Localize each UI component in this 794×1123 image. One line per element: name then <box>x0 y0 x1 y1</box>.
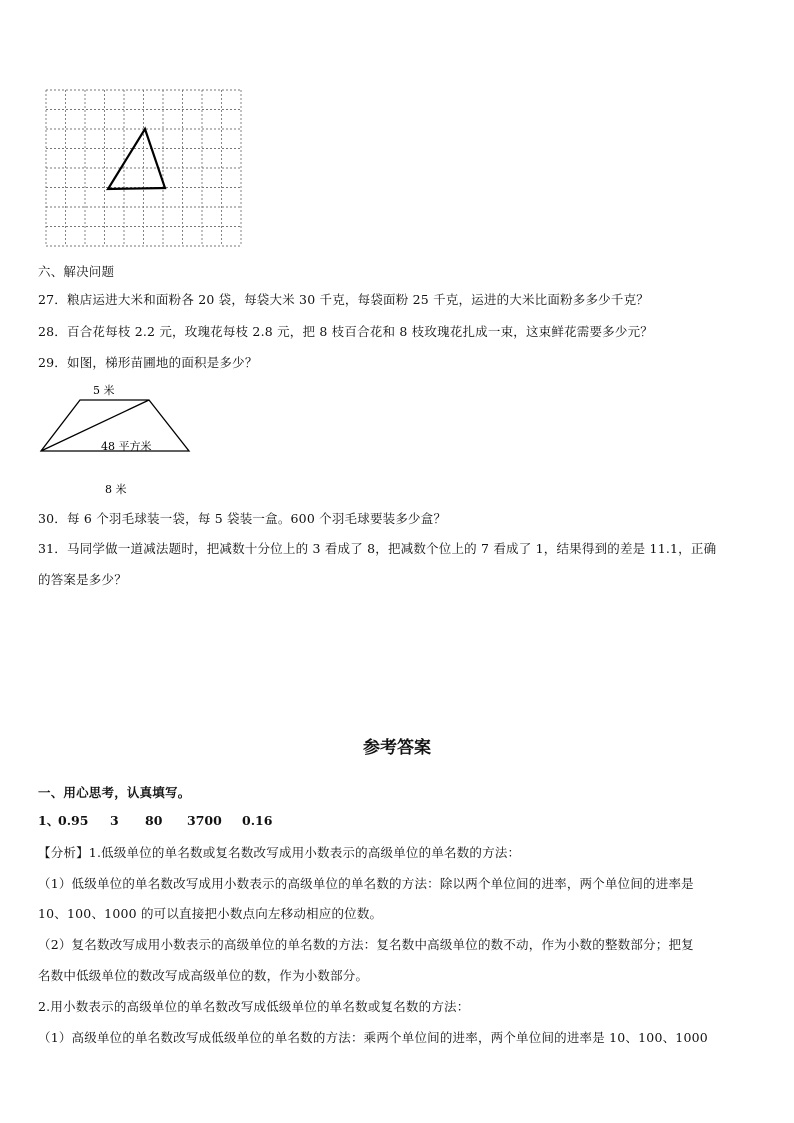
problem-31 <box>38 541 716 557</box>
problem-29 <box>38 355 258 371</box>
answer-value: 3700 <box>187 813 222 828</box>
problem-number: 27． <box>38 292 68 307</box>
answer-value: 0.95 <box>58 813 89 828</box>
answer-number: 1、 <box>38 813 60 828</box>
trapezoid-figure <box>36 378 196 500</box>
problem-28 <box>38 324 653 340</box>
answer-value: 80 <box>145 813 163 828</box>
problem-text: 百合花每枝 2.2 元，玫瑰花每枝 2.8 元，把 8 枝百合花和 8 枝玫瑰花扎成一束，这束鲜花需要多少元？ <box>67 324 653 339</box>
analysis-line: 10、100、1000 的可以直接把小数点向左移动相应的位数。 <box>38 906 383 921</box>
problem-27 <box>38 292 649 308</box>
answers-title: 参考答案 <box>363 738 431 758</box>
dotted-grid <box>46 90 241 246</box>
problem-number: 29． <box>38 355 68 370</box>
problem-text: 每 6 个羽毛球装一袋，每 5 袋装一盒。600 个羽毛球要装多少盒？ <box>67 511 447 526</box>
problem-text: 如图，梯形苗圃地的面积是多少？ <box>67 355 258 370</box>
trapezoid-area-label: 48 平方米 <box>101 440 152 453</box>
trapezoid-top-label: 5 米 <box>93 384 115 397</box>
problem-number: 30． <box>38 511 68 526</box>
problem-text-line1: 马同学做一道减法题时，把减数十分位上的 3 看成了 8，把减数个位上的 7 看成了 1，结果得到的差是 11.1，正确 <box>67 541 717 556</box>
trapezoid-bottom-label: 8 米 <box>105 483 127 496</box>
problem-text: 粮店运进大米和面粉各 20 袋，每袋大米 30 千克，每袋面粉 25 千克，运进的大米比面粉多多少千克？ <box>67 292 649 307</box>
problem-number: 28． <box>38 324 68 339</box>
analysis-line: （1）低级单位的单名数改写成用小数表示的高级单位的单名数的方法：除以两个单位间的进率，两个单位间的进率是 <box>38 876 694 891</box>
analysis-line: 名数中低级单位的数改写成高级单位的数，作为小数部分。 <box>38 968 369 983</box>
problem-31-continued: 的答案是多少？ <box>38 572 127 587</box>
problem-30 <box>38 511 446 527</box>
part-one-heading: 一、用心思考，认真填写。 <box>38 785 191 800</box>
answer-value: 0.16 <box>242 813 273 828</box>
grid-triangle-figure <box>44 88 246 250</box>
analysis-line: 【分析】1.低级单位的单名数或复名数改写成用小数表示的高级单位的单名数的方法： <box>38 845 521 860</box>
analysis-line: （1）高级单位的单名数改写成低级单位的单名数的方法：乘两个单位间的进率，两个单位间的进率是 10、100、1000 <box>38 1030 708 1045</box>
section-six-heading: 六、解决问题 <box>38 264 115 279</box>
answer-1-row <box>38 811 272 829</box>
answer-value: 3 <box>110 813 119 828</box>
analysis-line: （2）复名数改写成用小数表示的高级单位的单名数的方法：复名数中高级单位的数不动，作为小数的整数部分；把复 <box>38 937 694 952</box>
triangle <box>108 129 165 189</box>
problem-number: 31． <box>38 541 68 556</box>
analysis-line: 2.用小数表示的高级单位的单名数改写成低级单位的单名数或复名数的方法： <box>38 999 470 1014</box>
